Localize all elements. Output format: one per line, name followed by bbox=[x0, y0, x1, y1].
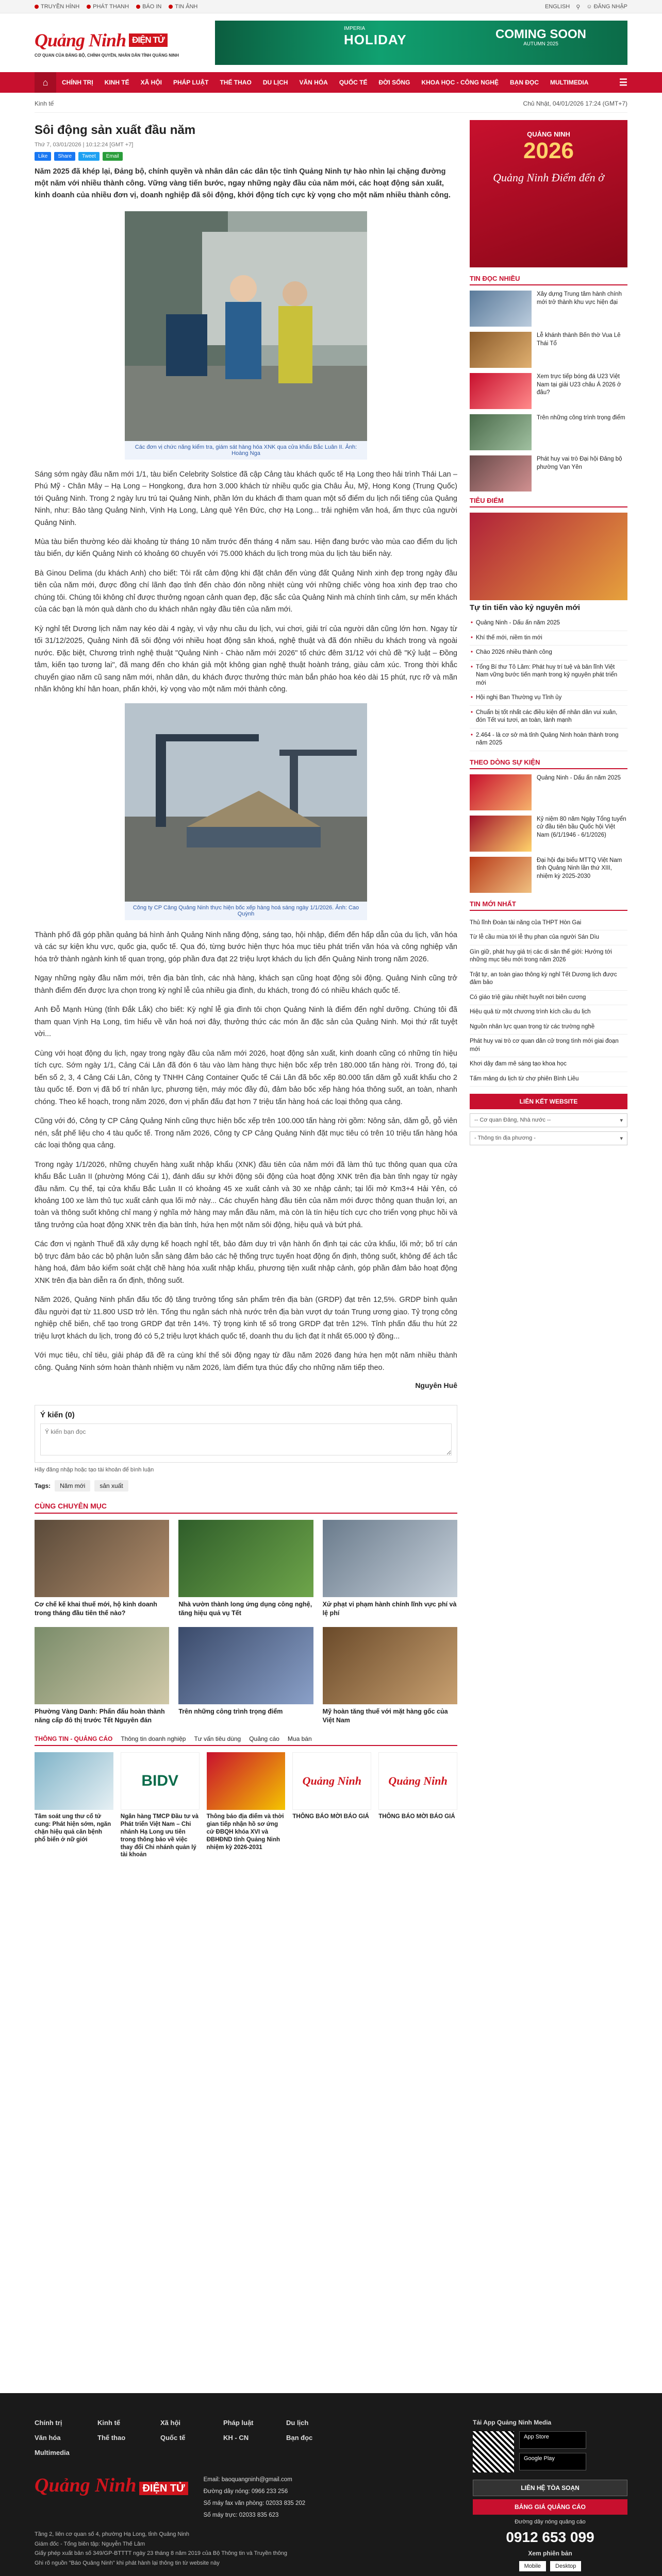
newest-item[interactable]: Trật tự, an toàn giao thông kỳ nghỉ Tết Dương lịch được đảm bảo bbox=[470, 968, 627, 991]
focus-heading: TIÊU ĐIỂM bbox=[470, 497, 627, 507]
logo-brand: Quảng Ninh bbox=[35, 29, 126, 50]
sb-banner-head: QUẢNG NINH bbox=[527, 130, 570, 138]
footer-link[interactable]: Xã hội bbox=[160, 2419, 181, 2427]
title: Quảng Ninh - Dấu ấn năm 2025 bbox=[537, 774, 621, 781]
site-logo[interactable] bbox=[35, 27, 205, 58]
focus-block[interactable] bbox=[470, 513, 627, 612]
most-read-item[interactable] bbox=[470, 455, 627, 492]
topbar-link-tv[interactable]: TRUYỀN HÌNH bbox=[35, 4, 79, 10]
title: Phát huy vai trò Đại hội Đảng bộ phường Vạn Yên bbox=[537, 456, 622, 470]
thumb bbox=[470, 291, 532, 327]
thumb bbox=[470, 332, 532, 368]
related-title: Cơ chế kế khai thuế mới, hộ kinh doanh trong tháng đầu tiên thế nào? bbox=[35, 1601, 157, 1617]
article-paragraph: Các đơn vị ngành Thuế đã xây dựng kế hoạch nghỉ tết, bảo đảm duy trì vận hành ổn định tại các cửa khẩu, lối mở; bố trí cán bộ trực đảm bảo các bộ phận luôn sẵn sàng đảm bảo các hệ thống trực tuyến hoạt động ổn định, thông suốt, không để ách tắc hàng hoá, đảm bảo kiểm soát chặt chẽ hàng hóa xuất nhập khẩu, phương tiện xuất nhập cảnh, góp phần đảm bảo hoạt động XNK trên địa bàn diễn ra ổn định, thông suốt. bbox=[35, 1240, 457, 1285]
footer-email: Email: baoquangninh@gmail.com bbox=[203, 2477, 292, 2483]
article-paragraph: Năm 2026, Quảng Ninh phấn đấu tốc độ tăng trưởng tổng sản phẩm trên địa bàn (GRDP) đạt trên 12,5%. GRDP bình quân đầu người đạt từ 11.800 USD trở lên. Tổng thu ngân sách nhà nước trên địa bàn vượt dự toán Trung ương giao. Tỷ trọng công nghiệp chế biến, chế tạo trong GRDP đạt trên 14%. Tỷ trọng kinh tế số trong GRDP đạt trên 12%. Tỉnh phấn đấu thu hút 22 triệu lượt khách du lịch, trong đó có 5,2 triệu lượt khách quốc tế, doanh thu du lịch đạt ít nhất 65.000 tỷ đồng... bbox=[35, 1296, 457, 1341]
related-thumb bbox=[178, 1627, 313, 1704]
nav-item-life[interactable]: ĐỜI SỐNG bbox=[378, 79, 410, 86]
article-paragraph: Cũng với đó, Công ty CP Cảng Quảng Ninh cũng thực hiện bốc xếp trên 100.000 tấn hàng rời gồm: Nông sản, dăm gỗ, gỗ viên nén, sắt phế liệu cho 4 tàu quốc tế. Trong năm 2026, Công ty CP Cảng Quảng Ninh đặt mục tiêu có trên 10 triệu tấn hàng hóa các loại thông qua cảng. bbox=[35, 1117, 457, 1150]
nav-item-culture[interactable]: VĂN HÓA bbox=[299, 79, 328, 86]
footer-link[interactable]: Pháp luật bbox=[223, 2419, 254, 2427]
app-title: Tải App Quảng Ninh Media bbox=[473, 2419, 552, 2426]
ad-title: THÔNG BÁO MỜI BÁO GIÁ bbox=[292, 1813, 369, 1820]
article-paragraph: Cùng với hoạt động du lịch, ngay trong ngày đầu của năm mới 2026, hoạt động sản xuất, kinh doanh cũng có những tín hiệu tích cực. Sớm ngày 1/1, Cảng Cái Lân đã đón 6 tàu vào làm hàng thực hiện bốc xếp trên 180.000 tấn hàng rời. Trong đó, tại bến số 2, 3, 4 Cảng Cái Lân, Công ty TNHH Cảng Container Quốc tế Cái Lân đã bốc xếp 80.000 tấn dăm gỗ xuất khẩu cho 2 tàu quốc tế. Đơn vị đã bố trí nhân lực, phương tiện, máy móc đầy đủ, đảm bảo bốc xếp hàng hóa thông suốt, an toàn, nhanh chóng. Theo kế hoạch, trong năm 2026, đơn vị phấn đấu đạt hơn 7 triệu tấn hàng hoá các loại thông qua cảng. bbox=[35, 1049, 457, 1106]
most-read-item[interactable] bbox=[470, 291, 627, 327]
most-read-item[interactable] bbox=[470, 332, 627, 368]
title: Lễ khánh thành Bến thờ Vua Lê Thái Tổ bbox=[537, 332, 621, 347]
article-figure-1 bbox=[125, 211, 367, 460]
thumb bbox=[470, 816, 532, 852]
comment-heading: Ý kiến (0) bbox=[40, 1411, 75, 1420]
agency-select[interactable]: -- Cơ quan Đảng, Nhà nước -- ▾ bbox=[470, 1113, 627, 1127]
title: Trên những công trình trọng điểm bbox=[537, 415, 625, 421]
main-nav bbox=[0, 72, 662, 93]
title: Kỷ niệm 80 năm Ngày Tổng tuyển cử đầu tiên bầu Quốc hội Việt Nam (6/1/1946 - 6/1/2026) bbox=[537, 816, 626, 838]
nav-item-economy[interactable]: KINH TẾ bbox=[104, 79, 129, 86]
topbar bbox=[0, 0, 662, 13]
article-paragraph: Trong ngày 1/1/2026, những chuyến hàng xuất nhập khẩu (XNK) đầu tiên của năm mới đã làm thủ tục thông quan qua cửa khẩu Bắc Luân II (phường Móng Cái 1), đánh dấu sự khởi động sôi động của hoạt động XNK trên địa bàn tỉnh ngay từ ngày đầu năm. Cụ thể, tại cửa khẩu Bắc Luân II có khoảng 45 xe xuất cảnh và 30 xe nhập cảnh; tại lối mở Km3+4 Hải Yên, có khoảng 100 xe làm thủ tục xuất cảnh qua lối mở này... Các chuyến hàng đầu tiên của năm mới được thông quan thuận lợi, an toàn và thông suốt không chỉ mang ý nghĩa mở hàng may mắn đầu năm, mà còn là tín hiệu tích cực cho triển vọng phục hồi và tăng trưởng của hoạt động XNK trên địa bàn tỉnh, hứa hẹn một năm sôi động, hiệu quả và bứt phá. bbox=[35, 1160, 457, 1229]
thumb bbox=[470, 414, 532, 450]
ads-tab[interactable]: Quảng cáo bbox=[249, 1735, 279, 1742]
related-item[interactable] bbox=[178, 1627, 313, 1725]
title: Xây dựng Trung tâm hành chính mới trở thành khu vực hiện đại bbox=[537, 291, 622, 306]
breadcrumb-section[interactable]: Kinh tế bbox=[35, 100, 54, 107]
footer-link[interactable]: Văn hóa bbox=[35, 2434, 61, 2442]
footer-phone: Số máy trực: 02033 835 623 bbox=[203, 2512, 279, 2518]
article-paragraph: Kỳ nghỉ tết Dương lịch năm nay kéo dài 4 ngày, vì vậy nhu cầu du lịch, vui chơi, giải trí của người dân cũng lớn hơn. Ngay từ tối 31/12/2025, Quảng Ninh đã sôi động với nhiều hoạt động sân khoá, nghệ thuật và đã đón nhiều du khách trong và ngoài nước. Đặc biệt, Chương trình nghệ thuật "Quảng Ninh - Chào năm mới 2026" tổ chức đêm 31/12 với chủ đề "Kỷ luật – Đồng tâm, kiến tạo tương lai", đã mang đến cho khán giả một không gian nghệ thuật hoành tráng, giàu cảm xúc. Trong thời khắc chuyển giao năm cũ sang năm mới, nhân dân, du khách được thưởng thức màn bắn pháo hoa kéo dài 15 phút, rực rỡ và mãn nhãn không khí hân hoan, phấn khởi, kỳ vọng vào một năm mới thành công. bbox=[35, 624, 457, 694]
ad-item[interactable] bbox=[35, 1752, 113, 1859]
article-image-1[interactable] bbox=[125, 211, 367, 441]
article-paragraph: Sáng sớm ngày đầu năm mới 1/1, tàu biển Celebrity Solstice đã cập Cảng tàu khách quốc tế Hạ Long theo hải trình Thái Lan – Phú Mỹ - Chân Mây – Hạ Long – Hongkong, đưa hơn 3.000 khách từ nhiều quốc gia Châu Âu, Mỹ, Hong Kong (Trung Quốc) tới Quảng Ninh. Trong 2 ngày lưu trú tại Quảng Ninh, phần lớn du khách đi tham quan một số điểm du lịch nổi tiếng của Quảng Ninh, như: Bảo tàng Quảng Ninh, Vịnh Hạ Long, Làng quê Yên Đức, chợ Hạ Long... trải nghiệm văn hoá, ẩm thực của người Quảng Ninh. bbox=[35, 470, 457, 527]
footer-fax: Số máy fax văn phòng: 02033 835 202 bbox=[203, 2500, 306, 2506]
newest-item[interactable]: Gìn giữ, phát huy giá trị các di sản thế giới: Hướng tới những mục tiêu mới trong năm 2026 bbox=[470, 945, 627, 968]
newest-item[interactable]: Tấm mảng du lịch từ chợ phiên Bình Liêu bbox=[470, 1072, 627, 1087]
article-author: Nguyên Huê bbox=[415, 1381, 457, 1390]
newest-heading: TIN MỚI NHẤT bbox=[470, 900, 627, 911]
bidv-logo: BIDV bbox=[121, 1752, 200, 1810]
sb-banner-year: 2026 bbox=[523, 138, 574, 163]
article-paragraph: Anh Đỗ Mạnh Hùng (tỉnh Đắk Lắk) cho biết: Kỳ nghỉ lễ gia đình tôi chọn Quảng Ninh là điểm đến nghỉ dưỡng. Chúng tôi đã tham quan Vịnh Hạ Long, tìm hiểu về văn hoá nơi đây, thưởng thức các món ăn đặc sản của Quảng Ninh. Mọi thứ rất tuyệt vời... bbox=[35, 1006, 457, 1039]
most-read-heading: TIN ĐỌC NHIỀU bbox=[470, 275, 627, 285]
article-meta: Thứ 7, 03/01/2026 | 10:12:24 [GMT +7] bbox=[35, 142, 134, 148]
logo-thumb: Quảng Ninh bbox=[292, 1752, 371, 1810]
footer-brand: Quảng Ninh bbox=[35, 2475, 137, 2496]
focus-item[interactable]: • Chào 2026 nhiều thành công bbox=[470, 646, 627, 660]
newest-item[interactable]: Hiệu quả từ một chương trình kích cầu du lịch bbox=[470, 1005, 627, 1020]
tweet-button[interactable]: Tweet bbox=[78, 152, 100, 161]
share-button[interactable]: Share bbox=[54, 152, 75, 161]
newest-item[interactable]: Từ lễ cầu mùa tới lễ thụ phan của người Sán Dìu bbox=[470, 930, 627, 945]
qr-code bbox=[473, 2431, 514, 2472]
related-title: Mỹ hoàn tăng thuế với mặt hàng gốc của Việt Nam bbox=[322, 1708, 448, 1724]
header bbox=[0, 13, 662, 72]
comment-input[interactable] bbox=[40, 1423, 452, 1455]
ad-item[interactable] bbox=[378, 1752, 457, 1859]
footer bbox=[0, 2393, 662, 2576]
figure-caption-1: Các đơn vị chức năng kiểm tra, giám sát hàng hóa XNK qua cửa khẩu Bắc Luân II. Ảnh: Hoàng Nga bbox=[125, 441, 367, 460]
article-paragraph: Với mục tiêu, chỉ tiêu, giải pháp đã đề ra cùng khí thế sôi động ngay từ đầu năm 2026 đang hứa hẹn một năm nhiều thành công. Quảng Ninh sớm hoàn thành nhiệm vụ năm 2026, làm điểm tựa thúc đẩy cho những năm tiếp theo. bbox=[35, 1351, 457, 1372]
related-title: Xử phạt vi phạm hành chính lĩnh vực phí và lệ phí bbox=[322, 1601, 457, 1617]
focus-item[interactable]: • Khí thế mới, niềm tin mới bbox=[470, 631, 627, 646]
ad-title: Tâm soát ung thư cổ tử cung: Phát hiện sớm, ngăn chặn hiệu quả căn bệnh phổ biến ở nữ giới bbox=[35, 1813, 111, 1843]
footer-app bbox=[473, 2419, 627, 2571]
ads-tab[interactable]: Mua bán bbox=[287, 1735, 312, 1742]
related-title: Phường Vàng Danh: Phấn đấu hoàn thành năng cấp đô thị trước Tết Nguyên đán bbox=[35, 1708, 165, 1724]
radio-icon bbox=[87, 5, 91, 9]
article-paragraph: Mùa tàu biển thường kéo dài khoảng từ tháng 10 năm trước đến tháng 4 năm sau. Hiện đang bước vào mùa cao điểm du lịch tàu biển, dự kiến Quảng Ninh có khoảng 60 chuyến với 75.000 khách du lịch trong mùa du lịch tàu biển này. bbox=[35, 537, 457, 558]
article-sapo: Năm 2025 đã khép lại, Đảng bộ, chính quyền và nhân dân các dân tộc tỉnh Quảng Ninh tự hào nhìn lại chặng đường một năm với nhiều thành công. Vững vàng tiến bước, ngay những ngày đầu của năm mới, các hoạt động sản xuất, kinh doanh của nhiều đơn vị, doanh nghiệp đã sôi động, khởi động tích cực kỳ vọng cho một năm nhiều thành công. bbox=[35, 167, 451, 200]
footer-link[interactable]: Bạn đọc bbox=[286, 2434, 313, 2442]
related-thumb bbox=[323, 1627, 457, 1704]
email-button[interactable]: Email bbox=[103, 152, 123, 161]
footer-address: Tầng 2, liên cơ quan số 4, phường Hạ Long, tỉnh Quảng Ninh bbox=[35, 2531, 190, 2537]
nav-item-law[interactable]: PHÁP LUẬT bbox=[173, 79, 209, 86]
article bbox=[35, 120, 457, 1879]
related-title: Trên những công trình trọng điểm bbox=[178, 1708, 283, 1716]
thumb bbox=[470, 857, 532, 893]
nav-item-politics[interactable]: CHÍNH TRỊ bbox=[62, 79, 93, 86]
nav-item-travel[interactable]: DU LỊCH bbox=[262, 79, 288, 86]
ads-hotline: 0912 653 099 bbox=[506, 2529, 594, 2545]
google-play-button[interactable]: Google Play bbox=[519, 2453, 586, 2470]
related-grid bbox=[35, 1520, 457, 1725]
print-icon bbox=[136, 5, 140, 9]
ads-hotline-label: Đường dây nóng quảng cáo bbox=[515, 2519, 586, 2525]
comment-box bbox=[35, 1405, 457, 1463]
footer-contact bbox=[204, 2474, 306, 2521]
lang-link[interactable]: ENGLISH bbox=[544, 4, 570, 10]
focus-item[interactable]: • Hội nghị Ban Thường vụ Tỉnh ủy bbox=[470, 691, 627, 706]
newest-list bbox=[470, 916, 627, 1087]
footer-link[interactable]: Thế thao bbox=[97, 2434, 126, 2442]
footer-hotline: Đường dây nóng: 0966 233 256 bbox=[203, 2488, 288, 2495]
topbar-link-radio[interactable]: PHÁT THANH bbox=[87, 4, 129, 10]
related-item[interactable] bbox=[178, 1520, 313, 1618]
related-item[interactable] bbox=[323, 1520, 457, 1618]
focus-item[interactable]: • Quảng Ninh - Dấu ấn năm 2025 bbox=[470, 616, 627, 631]
ad-title: THÔNG BÁO MỜI BÁO GIÁ bbox=[378, 1813, 455, 1820]
tags-label: Tags: bbox=[35, 1482, 51, 1490]
nav-item-science[interactable]: KHOA HỌC - CÔNG NGHỆ bbox=[421, 79, 499, 86]
website-links-button[interactable]: LIÊN KẾT WEBSITE bbox=[470, 1094, 627, 1109]
article-paragraph: Ngay những ngày đầu năm mới, trên địa bàn tỉnh, các nhà hàng, khách sạn cũng hoạt động sôi động. Quảng Ninh cũng trở thành điểm đến được lựa chọn trong kỳ nghỉ lễ của nhiều gia đình, du khách, trong đó có nhiều khách quốc tế. bbox=[35, 974, 457, 995]
like-button[interactable]: Like bbox=[35, 152, 51, 161]
newest-item[interactable]: Có giáo trìệ giàu nhiệt huyết nơi biên cương bbox=[470, 991, 627, 1006]
photo-icon bbox=[169, 5, 173, 9]
current-date: Chủ Nhật, 04/01/2026 17:24 (GMT+7) bbox=[523, 100, 627, 107]
footer-copy: Ghi rõ nguồn "Báo Quảng Ninh" khi phát hành lại thông tin từ website này bbox=[35, 2560, 220, 2567]
event-heading: THEO DÒNG SỰ KIỆN bbox=[470, 758, 627, 769]
ads-tab-main[interactable]: THÔNG TIN - QUẢNG CÁO bbox=[35, 1735, 113, 1742]
footer-link[interactable]: Chính trị bbox=[35, 2419, 62, 2427]
title: Đại hội đại biểu MTTQ Việt Nam tỉnh Quảng Ninh lần thứ XIII, nhiệm kỳ 2025-2030 bbox=[537, 857, 622, 879]
focus-list bbox=[470, 616, 627, 751]
focus-title: Tự tin tiến vào kỷ nguyên mới bbox=[470, 603, 581, 612]
tag-item[interactable]: Năm mới bbox=[55, 1480, 90, 1492]
chevron-down-icon: ▾ bbox=[620, 1117, 623, 1124]
article-image-2[interactable] bbox=[125, 703, 367, 902]
footer-text bbox=[35, 2530, 426, 2568]
ads-tabs bbox=[35, 1735, 457, 1746]
ad-thumb bbox=[35, 1752, 113, 1810]
nav-item-readers[interactable]: BẠN ĐỌC bbox=[509, 79, 539, 86]
footer-link[interactable]: KH - CN bbox=[223, 2434, 249, 2442]
focus-item[interactable]: • Tổng Bí thư Tô Lâm: Phát huy trí tuệ và bản lĩnh Việt Nam vững bước tiến mạnh trong kỷ nguyên phát triển mới bbox=[470, 660, 627, 691]
home-icon[interactable]: ⌂ bbox=[35, 72, 56, 93]
newest-item[interactable]: Thủ lĩnh Đoàn tài năng của THPT Hòn Gai bbox=[470, 916, 627, 931]
event-item[interactable] bbox=[470, 816, 627, 852]
nav-item-sport[interactable]: THẾ THAO bbox=[220, 79, 252, 86]
footer-editor: Giám đốc - Tổng biên tập: Nguyễn Thế Lâm bbox=[35, 2540, 145, 2547]
related-title: Nhà vườn thành long ứng dụng công nghệ, tăng hiệu quả vụ Tết bbox=[178, 1601, 312, 1617]
related-heading[interactable]: CÙNG CHUYÊN MỤC bbox=[35, 1502, 457, 1514]
user-icon: ☺ bbox=[586, 4, 592, 10]
login-link[interactable]: ☺ ĐĂNG NHẬP bbox=[586, 4, 627, 10]
article-paragraph: Bà Ginou Delima (du khách Anh) cho biết: Tôi rất cảm động khi đặt chân đến vùng đất Quảng Ninh xinh đẹp trong ngày đầu tiên của năm mới, được đồng chí lãnh đạo tỉnh đến chào đón nồng nhiệt cùng với những chiếc vòng hoa xinh đẹp trao cho chúng tôi. Chúng tôi không chỉ được thưởng ngoạn cảnh quan đẹp, đặc sắc của Quảng Ninh mà chính tình cảm, sự mến khách của các bạn là món quà dành cho du khách nhân ngày đầu tiên của năm mới. bbox=[35, 569, 457, 614]
ad-item[interactable] bbox=[207, 1752, 286, 1859]
ad-thumb bbox=[207, 1752, 286, 1810]
desktop-button[interactable]: Desktop bbox=[550, 2561, 581, 2571]
related-thumb bbox=[35, 1520, 169, 1597]
most-read-item[interactable] bbox=[470, 414, 627, 450]
related-thumb bbox=[35, 1627, 169, 1704]
ad-item[interactable] bbox=[292, 1752, 371, 1859]
ads-grid bbox=[35, 1752, 457, 1859]
logo-thumb: Quảng Ninh bbox=[378, 1752, 457, 1810]
breadcrumb bbox=[35, 93, 627, 113]
tv-icon bbox=[35, 5, 39, 9]
ad-item[interactable] bbox=[121, 1752, 200, 1859]
newest-item[interactable]: Nguồn nhân lực quan trọng từ các trường nghề bbox=[470, 1020, 627, 1035]
figure-caption-2: Công ty CP Cảng Quảng Ninh thực hiện bốc xếp hàng hoá sáng ngày 1/1/2026. Ảnh: Cao Quỳnh bbox=[125, 902, 367, 920]
related-thumb bbox=[178, 1520, 313, 1597]
banner-right: COMING SOON AUTUMN 2025 bbox=[495, 27, 586, 47]
search-icon[interactable]: ⚲ bbox=[576, 4, 581, 10]
related-item[interactable] bbox=[35, 1627, 169, 1725]
event-item[interactable] bbox=[470, 774, 627, 810]
chevron-down-icon: ▾ bbox=[620, 1136, 623, 1142]
newest-item[interactable]: Phát huy vai trò cơ quan dân cử trong tình mới giai đoạn mới bbox=[470, 1035, 627, 1057]
newest-item[interactable]: Khơi dậy đam mê sáng tạo khoa học bbox=[470, 1057, 627, 1072]
ads-tab[interactable]: Thông tin doanh nghiệp bbox=[121, 1735, 186, 1742]
ads-price-button[interactable]: BẢNG GIÁ QUẢNG CÁO bbox=[473, 2499, 627, 2515]
focus-item[interactable]: • 2.464 - là cơ sở mà tỉnh Quảng Ninh hoàn thành trong năm 2025 bbox=[470, 728, 627, 751]
sidebar bbox=[470, 120, 627, 1879]
title: Xem trực tiếp bóng đá U23 Việt Nam tại giải U23 châu Á 2026 ở đâu? bbox=[537, 374, 621, 396]
footer-brand-tag: ĐIỆN TỬ bbox=[139, 2482, 188, 2495]
comment-note[interactable]: Hãy đăng nhập hoặc tạo tài khoản để bình luận bbox=[35, 1467, 154, 1473]
app-store-button[interactable]: App Store bbox=[519, 2431, 586, 2449]
event-item[interactable] bbox=[470, 857, 627, 893]
sb-banner-text: Quảng Ninh Điểm đến ở bbox=[493, 171, 604, 184]
most-read-item[interactable] bbox=[470, 373, 627, 409]
focus-item[interactable]: • Chuẩn bị tốt nhất các điều kiện để nhân dân vui xuân, đón Tết vui tươi, an toàn, lành mạnh bbox=[470, 706, 627, 728]
banner-main: HOLIDAY bbox=[344, 32, 407, 47]
ad-title: Ngân hàng TMCP Đầu tư và Phát triển Việt Nam – Chi nhánh Hạ Long ưu tiên trong thông báo về việc thay đổi Chi nhánh quản lý tài khoản bbox=[120, 1813, 199, 1858]
thumb bbox=[470, 774, 532, 810]
share-bar bbox=[35, 152, 457, 161]
related-item[interactable] bbox=[35, 1520, 169, 1618]
footer-link[interactable]: Kinh tế bbox=[97, 2419, 121, 2427]
thumb bbox=[470, 373, 532, 409]
topbar-link-photo[interactable]: TIN ẢNH bbox=[169, 4, 197, 10]
sidebar-banner[interactable] bbox=[470, 120, 627, 267]
footer-link[interactable]: Du lịch bbox=[286, 2419, 309, 2427]
footer-link[interactable]: Quốc tế bbox=[160, 2434, 186, 2442]
article-figure-2 bbox=[125, 703, 367, 920]
tag-item[interactable]: sản xuất bbox=[94, 1480, 128, 1492]
footer-license: Giấy phép xuất bản số 349/GP-BTTTT ngày 23 tháng 8 năm 2019 của Bộ Thông tin và Truyền thông bbox=[35, 2550, 288, 2557]
nav-item-world[interactable]: QUỐC TẾ bbox=[339, 79, 368, 86]
ads-tab[interactable]: Tư vấn tiêu dùng bbox=[194, 1735, 241, 1742]
footer-link[interactable]: Multimedia bbox=[35, 2449, 70, 2456]
related-thumb bbox=[323, 1520, 457, 1597]
local-select[interactable]: - Thông tin địa phương - ▾ bbox=[470, 1131, 627, 1145]
article-paragraph: Thành phố đã góp phần quảng bá hình ảnh Quảng Ninh năng động, sáng tạo, hội nhập, điểm đến hấp dẫn của du lịch, văn hóa và các sự kiện khu vực, quốc gia, quốc tế. Qua đó, từng bước hiện thực hóa mục tiêu phát triển văn hóa và công nghiệp văn hóa trở thành ngành kinh tế quan trọng, góp phần đưa đạt 22 triệu lượt khách du lịch đến Quảng Ninh trong năm 2026. bbox=[35, 930, 457, 963]
contact-button[interactable]: LIÊN HỆ TÒA SOẠN bbox=[473, 2480, 627, 2496]
topbar-link-print[interactable]: BÁO IN bbox=[136, 4, 161, 10]
footer-logo[interactable] bbox=[35, 2474, 188, 2521]
view-label: Xem phiên bản bbox=[528, 2550, 572, 2557]
banner-small: IMPERIA bbox=[344, 26, 366, 31]
mobile-button[interactable]: Mobile bbox=[519, 2561, 546, 2571]
footer-nav bbox=[35, 2419, 426, 2456]
nav-item-society[interactable]: XÃ HỘI bbox=[140, 79, 162, 86]
focus-thumb bbox=[470, 513, 627, 600]
tag-list bbox=[35, 1480, 457, 1492]
nav-item-multimedia[interactable]: MULTIMEDIA bbox=[550, 79, 589, 86]
menu-icon[interactable]: ☰ bbox=[619, 77, 627, 88]
header-banner[interactable] bbox=[215, 21, 627, 65]
ad-title: Thông báo địa điểm và thời gian tiếp nhận hồ sơ ứng cử ĐBQH khóa XVI và ĐBHĐND tỉnh Quảng Ninh nhiệm kỳ 2026-2031 bbox=[206, 1813, 284, 1851]
logo-tag: ĐIỆN TỬ bbox=[129, 33, 168, 47]
logo-sub: CƠ QUAN CỦA ĐẢNG BỘ, CHÍNH QUYỀN, NHÂN DÂN TỈNH QUẢNG NINH bbox=[35, 53, 179, 58]
article-title: Sôi động sản xuất đầu năm bbox=[35, 123, 196, 137]
related-item[interactable] bbox=[323, 1627, 457, 1725]
thumb bbox=[470, 455, 532, 492]
